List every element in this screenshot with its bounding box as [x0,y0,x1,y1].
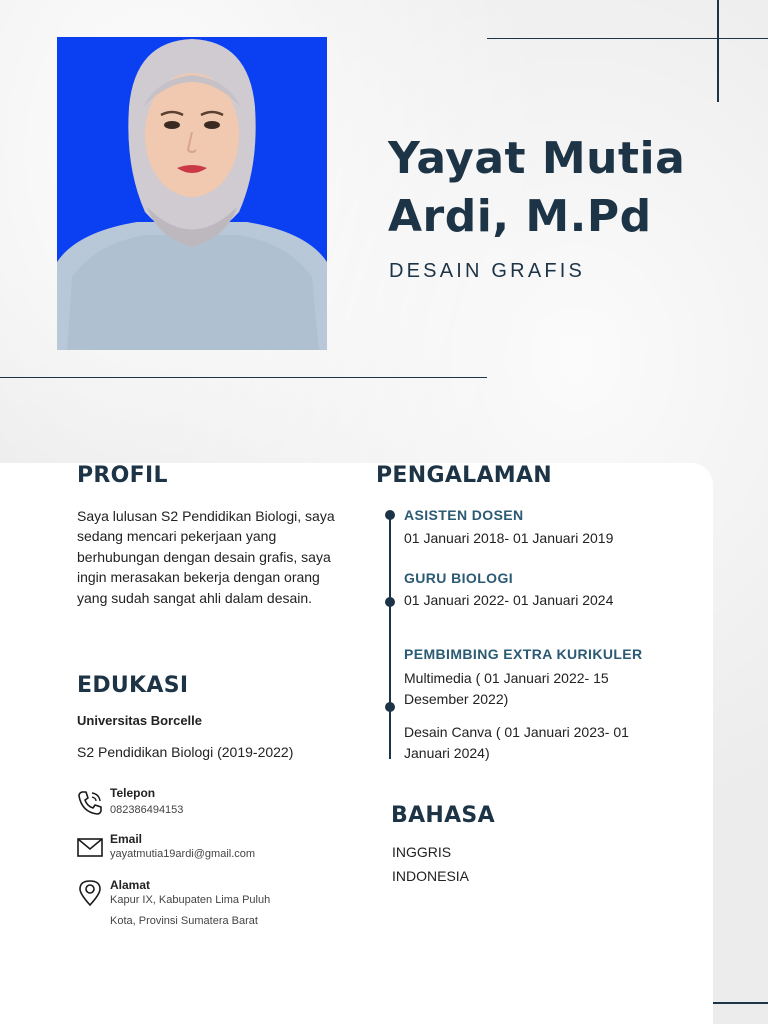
profile-text: Saya lulusan S2 Pendidikan Biologi, saya sedang mencari pekerjaan yang berhubungan dengan desain grafis, saya ingin merasakan bekerja dengan orang yang sudah sangat ahli dalam desain. [77,508,335,606]
envelope-icon [76,834,104,862]
language-item: INGGRIS [392,844,452,860]
education-degree: S2 Pendidikan Biologi (2019-2022) [77,744,294,760]
job-title-1: ASISTEN DOSEN [404,507,524,523]
address-line-2: Kota, Provinsi Sumatera Barat [110,915,258,927]
timeline-line [389,514,391,759]
name-line-2: Ardi, M.Pd [388,191,652,242]
top-vertical-line [717,0,719,102]
job-date-3a: Multimedia ( 01 Januari 2022- 15 Desember 2022) [404,670,609,707]
language-item: INDONESIA [392,868,470,884]
job-title-2: GURU BIOLOGI [404,570,514,586]
experience-heading: PENGALAMAN [376,463,553,488]
email-label: Email [110,832,143,846]
job-title-3: PEMBIMBING EXTRA KURIKULER [404,646,643,662]
languages-heading: BAHASA [391,803,495,828]
education-heading: EDUKASI [77,673,189,698]
phone-label: Telepon [110,786,156,800]
phone-value: 082386494153 [110,804,184,816]
email-value[interactable]: yayatmutia19ardi@gmail.com [110,848,256,860]
education-school: Universitas Borcelle [77,713,203,728]
timeline-dot [385,702,395,712]
timeline-dot [385,597,395,607]
location-pin-icon [76,879,104,907]
timeline-dot [385,510,395,520]
name-line-1: Yayat Mutia [388,133,686,184]
profile-photo [57,37,327,350]
phone-icon [76,789,104,817]
job-date-2: 01 Januari 2022- 01 Januari 2024 [404,592,614,608]
job-date-1: 01 Januari 2018- 01 Januari 2019 [404,530,614,546]
job-date-3b: Desain Canva ( 01 Januari 2023- 01 Januari 2024) [404,724,629,761]
mid-horizontal-line [0,377,487,378]
address-line-1: Kapur IX, Kabupaten Lima Puluh [110,894,271,906]
top-horizontal-line [487,38,768,39]
job-role: DESAIN GRAFIS [389,260,586,282]
address-label: Alamat [110,878,151,892]
profile-heading: PROFIL [77,463,168,488]
full-name [388,130,748,246]
